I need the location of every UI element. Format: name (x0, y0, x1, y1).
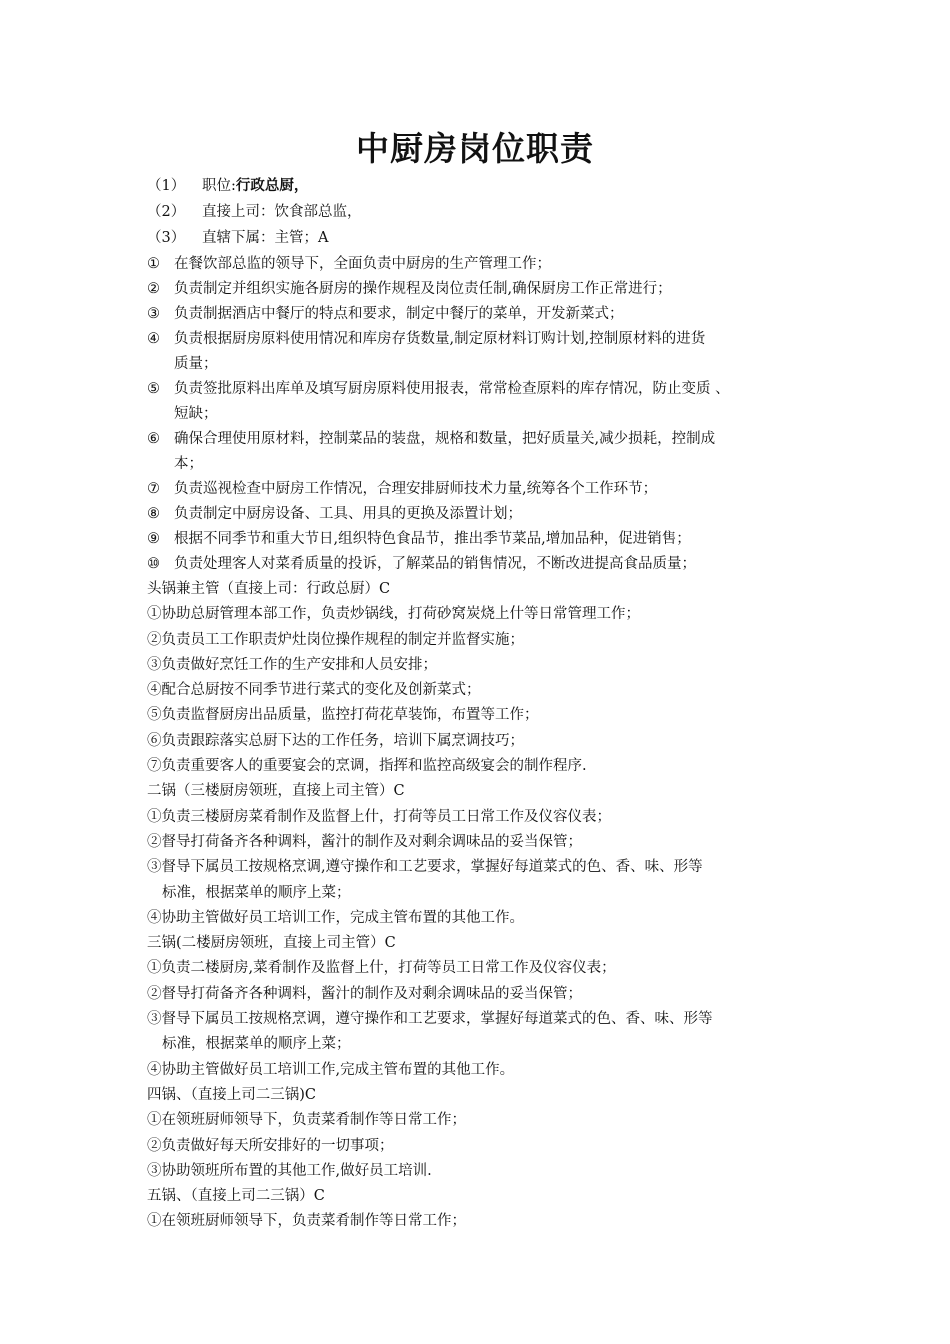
document-title: 中厨房岗位职责 (356, 129, 594, 168)
header-item-text: 直辖下属：主管；A (202, 230, 329, 246)
section-item: ②督导打荷备齐各种调料，酱汁的制作及对剩余调味品的妥当保管； (147, 986, 582, 1002)
section-item: ⑦负责重要客人的重要宴会的烹调，指挥和监控高级宴会的制作程序. (147, 758, 587, 774)
section-item: ④协助主管做好员工培训工作,完成主管布置的其他工作。 (147, 1062, 515, 1078)
duty-line: 负责签批原料出库单及填写厨房原料使用报表，常常检查原料的库存情况，防止变质 、 (174, 381, 730, 397)
header-item-text: 直接上司：饮食部总监， (202, 204, 362, 220)
header-item-number: （3） (147, 230, 186, 246)
section-item: ②负责员工工作职责炉灶岗位操作规程的制定并监督实施； (147, 632, 524, 648)
section-item: ②督导打荷备齐各种调料，酱汁的制作及对剩余调味品的妥当保管； (147, 834, 582, 850)
duty-line: 负责巡视检查中厨房工作情况，合理安排厨师技术力量,统筹各个工作环节； (174, 481, 658, 497)
duty-line: 确保合理使用原材料，控制菜品的装盘，规格和数量，把好质量关,减少损耗，控制成 (174, 431, 716, 447)
duty-line: 负责制据酒店中餐厅的特点和要求，制定中餐厅的菜单，开发新菜式； (174, 306, 624, 322)
section-heading: 头锅兼主管（直接上司：行政总厨）C (147, 581, 391, 597)
duty-line: 在餐饮部总监的领导下，全面负责中厨房的生产管理工作； (174, 256, 551, 272)
section-item: ③督导下属员工按规格烹调，遵守操作和工艺要求，掌握好每道菜式的色、香、味、形等 (147, 1011, 713, 1027)
duty-line: 负责制定中厨房设备、工具、用具的更换及添置计划； (174, 506, 522, 522)
duty-line: 负责根据厨房原料使用情况和库房存货数量,制定原材料订购计划,控制原材料的进货 (174, 331, 706, 347)
header-item-value: 行政总厨， (235, 178, 309, 194)
duty-number: ⑥ (147, 431, 160, 447)
duty-number: ⑨ (147, 531, 160, 547)
header-item-label: 职位: (202, 178, 236, 194)
duty-number: ② (147, 281, 160, 297)
duty-line: 根据不同季节和重大节日,组织特色食品节，推出季节菜品,增加品种，促进销售； (174, 531, 691, 547)
section-item: ⑤负责监督厨房出品质量，监控打荷花草装饰，布置等工作； (147, 707, 539, 723)
section-heading: 二锅（三楼厨房领班，直接上司主管）C (147, 783, 405, 799)
duty-line: 质量； (174, 356, 218, 372)
section-item: ①负责三楼厨房菜肴制作及监督上什，打荷等员工日常工作及仪容仪表； (147, 809, 611, 825)
header-item-number: （2） (147, 204, 186, 220)
section-heading: 四锅、（直接上司二三锅)C (147, 1087, 317, 1103)
section-item: ①协助总厨管理本部工作，负责炒锅线，打荷砂窝炭烧上什等日常管理工作； (147, 606, 640, 622)
header-item-text (202, 176, 308, 196)
duty-number: ⑤ (147, 381, 160, 397)
header-item-number: （1） (147, 178, 186, 194)
section-item: ①在领班厨师领导下，负责菜肴制作等日常工作； (147, 1213, 466, 1229)
section-item: ①负责二楼厨房,菜肴制作及监督上什，打荷等员工日常工作及仪容仪表； (147, 960, 616, 976)
duty-number: ⑦ (147, 481, 160, 497)
section-item: ①在领班厨师领导下，负责菜肴制作等日常工作； (147, 1112, 466, 1128)
duty-line: 负责制定并组织实施各厨房的操作规程及岗位责任制,确保厨房工作正常进行； (174, 281, 672, 297)
duty-line: 短缺； (174, 406, 218, 422)
section-heading: 三锅(二楼厨房领班，直接上司主管）C (147, 935, 396, 951)
duty-number: ⑧ (147, 506, 160, 522)
section-item: ③督导下属员工按规格烹调,遵守操作和工艺要求，掌握好每道菜式的色、香、味、形等 (147, 859, 703, 875)
section-item: ④协助主管做好员工培训工作，完成主管布置的其他工作。 (147, 910, 524, 926)
duty-line: 负责处理客人对菜肴质量的投诉，了解菜品的销售情况，不断改进提高食品质量； (174, 556, 696, 572)
duty-line: 本； (174, 456, 203, 472)
duty-number: ⑩ (147, 556, 160, 572)
duty-number: ④ (147, 331, 160, 347)
duty-number: ① (147, 256, 160, 272)
section-item: 标准，根据菜单的顺序上菜； (162, 885, 351, 901)
section-item: ⑥负责跟踪落实总厨下达的工作任务，培训下属烹调技巧； (147, 733, 524, 749)
section-item: ③负责做好烹饪工作的生产安排和人员安排； (147, 657, 437, 673)
section-item: ④配合总厨按不同季节进行菜式的变化及创新菜式； (147, 682, 481, 698)
section-item: ③协助领班所布置的其他工作,做好员工培训. (147, 1163, 432, 1179)
section-item: ②负责做好每天所安排好的一切事项； (147, 1138, 394, 1154)
duty-number: ③ (147, 306, 160, 322)
section-item: 标准，根据菜单的顺序上菜； (162, 1036, 351, 1052)
section-heading: 五锅、（直接上司二三锅）C (147, 1188, 325, 1204)
